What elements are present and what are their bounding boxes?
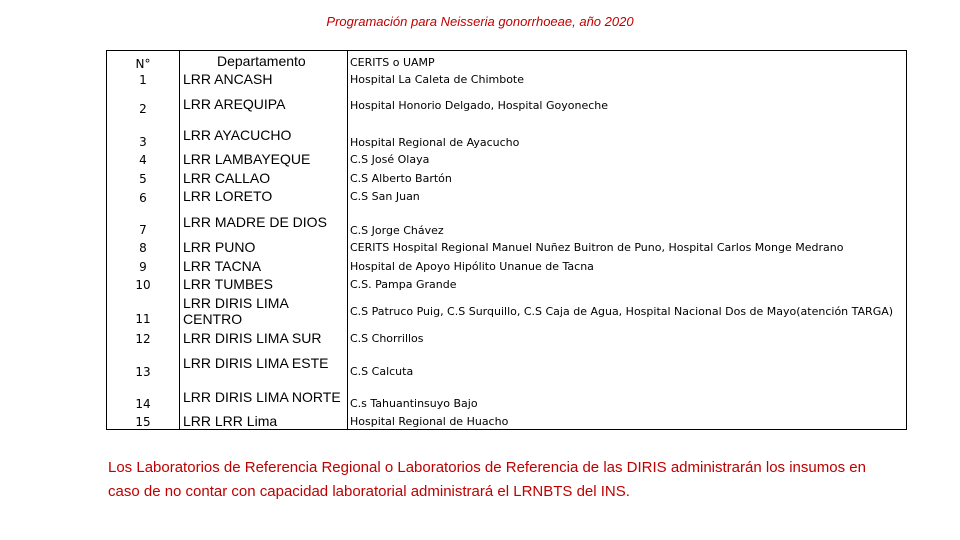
header-dept: Departamento <box>217 53 306 69</box>
programming-table <box>106 50 907 430</box>
row-dept: LRR DIRIS LIMA CENTRO <box>183 295 289 327</box>
header-hosp: CERITS o UAMP <box>350 56 435 69</box>
row-hosp: Hospital La Caleta de Chimbote <box>350 73 525 86</box>
row-num: 11 <box>135 312 151 326</box>
row-num: 7 <box>139 223 147 237</box>
row-num: 5 <box>139 172 147 186</box>
row-hosp: Hospital de Apoyo Hipólito Unanue de Tacna <box>350 260 594 273</box>
row-dept: LRR TACNA <box>183 258 262 274</box>
row-dept: LRR MADRE DE DIOS <box>183 214 327 230</box>
row-dept: LRR AYACUCHO <box>183 127 292 143</box>
row-hosp: C.S Alberto Bartón <box>350 172 452 185</box>
row-hosp: C.S Calcuta <box>350 365 414 378</box>
row-num: 4 <box>139 153 147 167</box>
row-hosp: CERITS Hospital Regional Manuel Nuñez Buitron de Puno, Hospital Carlos Monge Medrano <box>350 241 844 254</box>
row-num: 6 <box>139 191 147 205</box>
row-dept: LRR ANCASH <box>183 71 273 87</box>
row-num: 15 <box>135 415 151 429</box>
row-hosp: C.S. Pampa Grande <box>350 278 457 291</box>
row-num: 2 <box>139 102 147 116</box>
column-divider <box>347 51 348 429</box>
row-hosp: Hospital Regional de Ayacucho <box>350 136 520 149</box>
row-hosp: C.s Tahuantinsuyo Bajo <box>350 397 478 410</box>
row-dept: LRR LORETO <box>183 188 273 204</box>
footnote: Los Laboratorios de Referencia Regional o Laboratorios de Referencia de las DIRIS administrarán los insumos en caso de no contar con capacidad laboratorial administrará el LRNBTS del INS. <box>108 459 866 500</box>
row-hosp: C.S Jorge Chávez <box>350 224 444 237</box>
row-dept: LRR DIRIS LIMA SUR <box>183 330 322 346</box>
row-hosp: C.S José Olaya <box>350 153 430 166</box>
row-hosp: Hospital Honorio Delgado, Hospital Goyoneche <box>350 99 609 112</box>
row-num: 1 <box>139 73 147 87</box>
row-num: 10 <box>135 278 151 292</box>
row-hosp: C.S Patruco Puig, C.S Surquillo, C.S Caja de Agua, Hospital Nacional Dos de Mayo(atención TARGA) <box>350 305 894 318</box>
page-title: Programación para Neisseria gonorrhoeae, año 2020 <box>326 14 634 29</box>
row-hosp: C.S Chorrillos <box>350 332 424 345</box>
row-num: 13 <box>135 365 151 379</box>
row-dept: LRR AREQUIPA <box>183 96 286 112</box>
row-dept: LRR DIRIS LIMA ESTE <box>183 355 329 371</box>
row-num: 14 <box>135 397 151 411</box>
row-num: 3 <box>139 135 147 149</box>
row-hosp: C.S San Juan <box>350 190 420 203</box>
header-num: N° <box>135 57 151 71</box>
row-dept: LRR TUMBES <box>183 276 273 292</box>
row-dept: LRR LAMBAYEQUE <box>183 151 311 167</box>
row-hosp: Hospital Regional de Huacho <box>350 415 509 428</box>
row-dept: LRR PUNO <box>183 239 256 255</box>
row-dept: LRR CALLAO <box>183 170 271 186</box>
row-num: 12 <box>135 332 151 346</box>
row-num: 9 <box>139 260 147 274</box>
row-dept: LRR LRR Lima <box>183 413 278 429</box>
row-num: 8 <box>139 241 147 255</box>
row-dept: LRR DIRIS LIMA NORTE <box>183 389 341 405</box>
column-divider <box>179 51 180 429</box>
